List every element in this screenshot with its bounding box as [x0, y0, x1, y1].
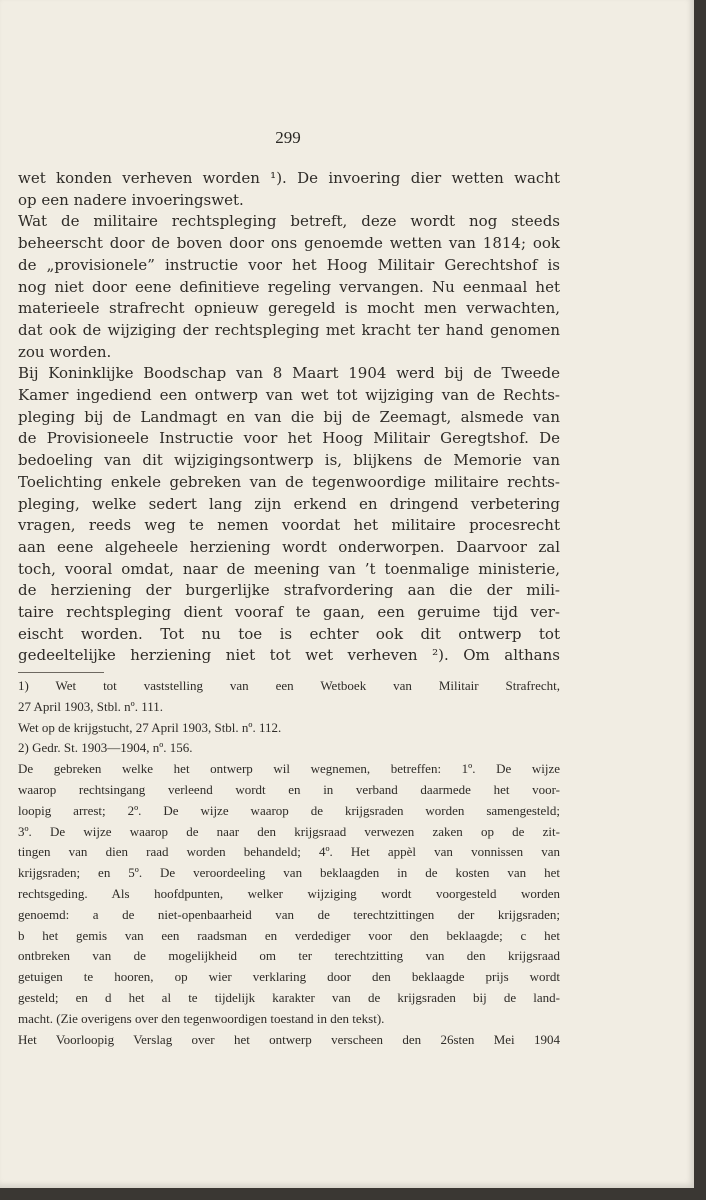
- footnote-line: 27 April 1903, Stbl. nº. 111.: [18, 698, 163, 714]
- footnote-line: krijgsraden; en 5º. De veroordeeling van beklaagden in de kosten van het: [18, 865, 560, 881]
- footnote-line: b het gemis van een raadsman en verdediger voor den beklaagde; c het: [18, 927, 560, 943]
- text-line: de herziening der burgerlijke strafvordering aan die der mili-: [18, 581, 560, 600]
- footnote-line: Wet op de krijgstucht, 27 April 1903, Stbl. nº. 112.: [18, 719, 282, 735]
- text-line: gedeeltelijke herziening niet tot wet verheven ²). Om althans: [18, 646, 560, 665]
- text-line: eischt worden. Tot nu toe is echter ook dit ontwerp tot: [18, 624, 560, 643]
- text-line: pleging, welke sedert lang zijn erkend en dringend verbetering: [18, 494, 560, 513]
- text-line: de Provisioneele Instructie voor het Hoog Militair Geregtshof. De: [18, 429, 560, 448]
- text-line: dat ook de wijziging der rechtspleging met kracht ter hand genomen: [18, 320, 560, 339]
- text-line: wet konden verheven worden ¹). De invoering dier wetten wacht: [18, 169, 560, 187]
- text-line: bedoeling van dit wijzigingsontwerp is, blijkens de Memorie van: [18, 451, 560, 470]
- text-line: materieele strafrecht opnieuw geregeld is mocht men verwachten,: [18, 299, 560, 318]
- body-text: [18, 168, 560, 667]
- footnote-line: 2) Gedr. St. 1903—1904, nº. 156.: [18, 740, 193, 756]
- text-line: vragen, reeds weg te nemen voordat het militaire procesrecht: [18, 516, 560, 535]
- text-line: zou worden.: [18, 342, 112, 361]
- text-line: op een nadere invoeringswet.: [18, 190, 244, 209]
- text-line: aan eene algeheele herziening wordt onderworpen. Daarvoor zal: [18, 537, 560, 556]
- text-line: toch, vooral omdat, naar de meening van ’t toenmalige ministerie,: [18, 559, 560, 578]
- footnote-line: De gebreken welke het ontwerp wil wegnemen, betreffen: 1º. De wijze: [18, 761, 560, 777]
- footnote-separator: [18, 672, 104, 673]
- footnote-line: getuigen te hooren, op wier verklaring door den beklaagde prijs wordt: [18, 969, 560, 985]
- text-line: de „provisionele” instructie voor het Hoog Militair Gerechtshof is: [18, 255, 560, 274]
- footnote-line: ontbreken van de mogelijkheid om ter terechtzitting van den krijgsraad: [18, 948, 560, 964]
- footnote-line: loopig arrest; 2º. De wijze waarop de krijgsraden worden samengesteld;: [18, 802, 560, 818]
- text-line: taire rechtspleging dient vooraf te gaan, een geruime tijd ver-: [18, 603, 560, 622]
- page-number: 299: [275, 128, 301, 147]
- text-line: pleging bij de Landmagt en van die bij de Zeemagt, alsmede van: [18, 407, 560, 426]
- footnote-line: tingen van dien raad worden behandeld; 4º. Het appèl van vonnissen van: [18, 844, 560, 860]
- text-line: Toelichting enkele gebreken van de tegenwoordige militaire rechts-: [18, 472, 560, 491]
- footnote-line: gesteld; en d het al te tijdelijk karakter van de krijgsraden bij de land-: [18, 989, 560, 1005]
- footnote-line: macht. (Zie overigens over den tegenwoordigen toestand in den tekst).: [18, 1010, 385, 1026]
- text-line: beheerscht door de boven door ons genoemde wetten van 1814; ook: [18, 234, 560, 253]
- footnote-line: rechtsgeding. Als hoofdpunten, welker wijziging wordt voorgesteld worden: [18, 885, 560, 901]
- text-line: nog niet door eene definitieve regeling vervangen. Nu eenmaal het: [18, 277, 560, 296]
- footnote-line: 3º. De wijze waarop de naar den krijgsraad verwezen zaken op de zit-: [18, 823, 560, 839]
- text-line: Kamer ingediend een ontwerp van wet tot wijziging van de Rechts-: [18, 386, 560, 405]
- footnotes: [18, 676, 560, 1050]
- footnote-line: waarop rechtsingang verleend wordt en in verband daarmede het voor-: [18, 781, 560, 797]
- footnote-line: genoemd: a de niet-openbaarheid van de terechtzittingen der krijgsraden;: [18, 906, 560, 922]
- text-line: Bij Koninklijke Boodschap van 8 Maart 1904 werd bij de Tweede: [18, 364, 560, 383]
- footnote-line: Het Voorloopig Verslag over het ontwerp verscheen den 26sten Mei 1904: [18, 1031, 560, 1047]
- text-line: Wat de militaire rechtspleging betreft, deze wordt nog steeds: [18, 212, 560, 231]
- footnote-line: 1) Wet tot vaststelling van een Wetboek van Militair Strafrecht,: [18, 678, 560, 693]
